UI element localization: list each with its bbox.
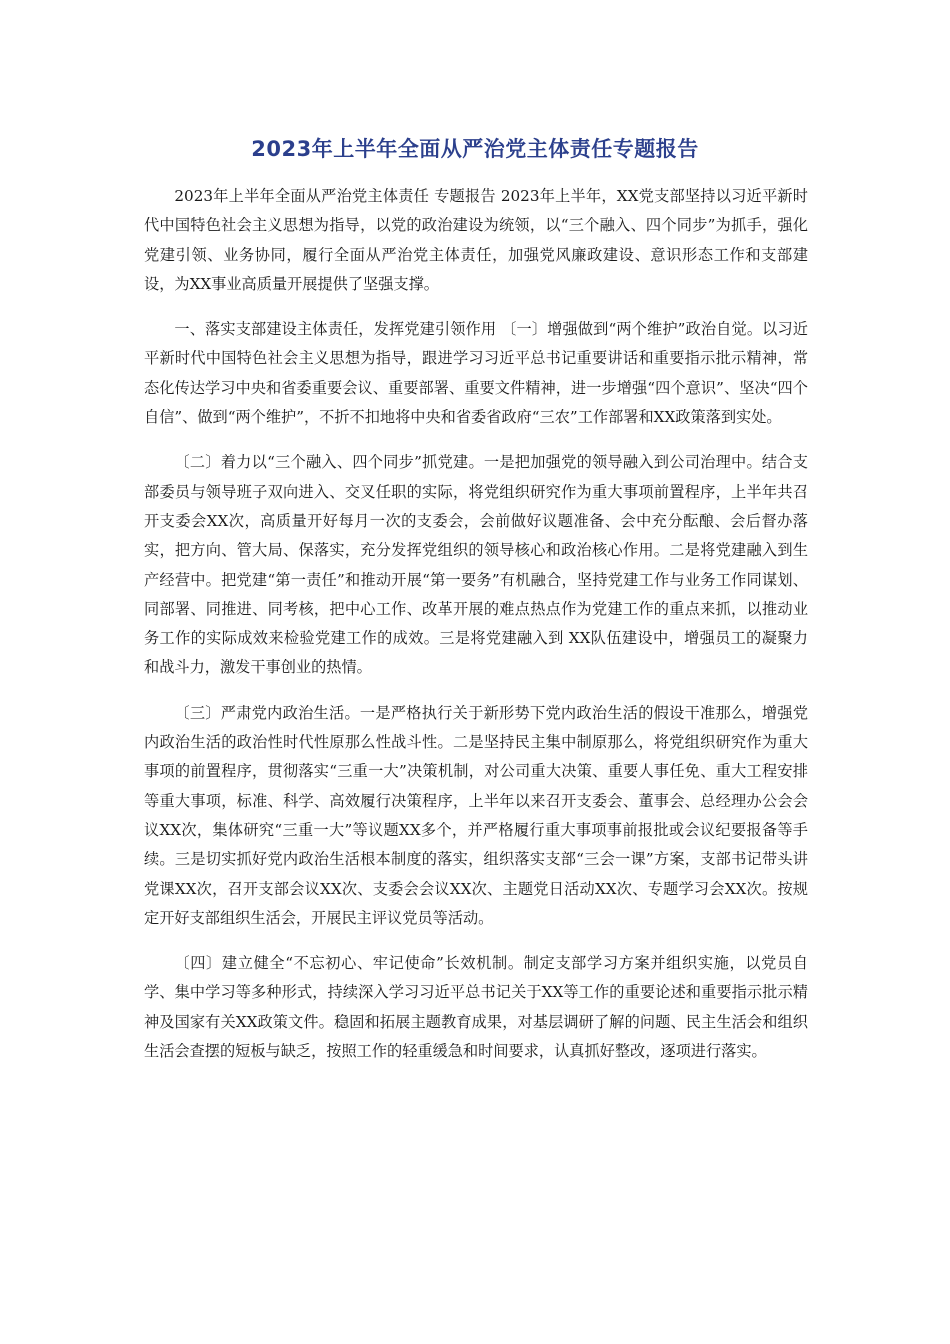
paragraph-section-3: 〔三〕严肃党内政治生活。一是严格执行关于新形势下党内政治生活的假设干准那么，增强党内政治生活的政治性时代性原那么性战斗性。二是坚持民主集中制原那么，将党组织研究作为重大事项的前置程序，贯彻落实“三重一大”决策机制，对公司重大决策、重要人事任免、重大工程安排等重大事项，标准、科学、高效履行决策程序，上半年以来召开支委会、董事会、总经理办公会会议XX次，集体研究“三重一大”等议题XX多个，并严格履行重大事项事前报批或会议纪要报备等手续。三是切实抓好党内政治生活根本制度的落实，组织落实支部“三会一课”方案，支部书记带头讲党课XX次，召开支部会议XX次、支委会会议XX次、主题党日活动XX次、专题学习会XX次。按规定开好支部组织生活会，开展民主评议党员等活动。: [144, 703, 808, 927]
document-title: 2023年上半年全面从严治党主体责任专题报告: [251, 137, 699, 161]
paragraph-section-4: 〔四〕建立健全“不忘初心、牢记使命”长效机制。制定支部学习方案并组织实施，以党员自学、集中学习等多种形式，持续深入学习习近平总书记关于XX等工作的重要论述和重要指示批示精神及国家有关XX政策文件。稳固和拓展主题教育成果，对基层调研了解的问题、民主生活会和组织生活会查摆的短板与缺乏，按照工作的轻重缓急和时间要求，认真抓好整改，逐项进行落实。: [144, 954, 808, 1061]
document-body: [144, 182, 808, 1082]
paragraph-section-1: 一、落实支部建设主体责任，发挥党建引领作用 〔一〕增强做到“两个维护”政治自觉。以习近平新时代中国特色社会主义思想为指导，跟进学习习近平总书记重要讲话和重要指示批示精神，常态化传达学习中央和省委重要会议、重要部署、重要文件精神，进一步增强“四个意识”、坚决“四个自信”、做到“两个维护”，不折不扣地将中央和省委省政府“三农”工作部署和XX政策落到实处。: [144, 320, 808, 427]
paragraph-intro: 2023年上半年全面从严治党主体责任 专题报告 2023年上半年，XX党支部坚持以习近平新时代中国特色社会主义思想为指导，以党的政治建设为统领，以“三个融入、四个同步”为抓手，强化党建引领、业务协同，履行全面从严治党主体责任，加强党风廉政建设、意识形态工作和支部建设，为XX事业高质量开展提供了坚强支撑。: [144, 187, 808, 293]
paragraph-section-2: 〔二〕着力以“三个融入、四个同步”抓党建。一是把加强党的领导融入到公司治理中。结合支部委员与领导班子双向进入、交叉任职的实际，将党组织研究作为重大事项前置程序，上半年共召开支委会XX次，高质量开好每月一次的支委会，会前做好议题准备、会中充分酝酿、会后督办落实，把方向、管大局、保落实，充分发挥党组织的领导核心和政治核心作用。二是将党建融入到生产经营中。把党建“第一责任”和推动开展“第一要务”有机融合，坚持党建工作与业务工作同谋划、同部署、同推进、同考核，把中心工作、改革开展的难点热点作为党建工作的重点来抓，以推动业务工作的实际成效来检验党建工作的成效。三是将党建融入到 XX队伍建设中，增强员工的凝聚力和战斗力，激发干事创业的热情。: [144, 453, 808, 677]
